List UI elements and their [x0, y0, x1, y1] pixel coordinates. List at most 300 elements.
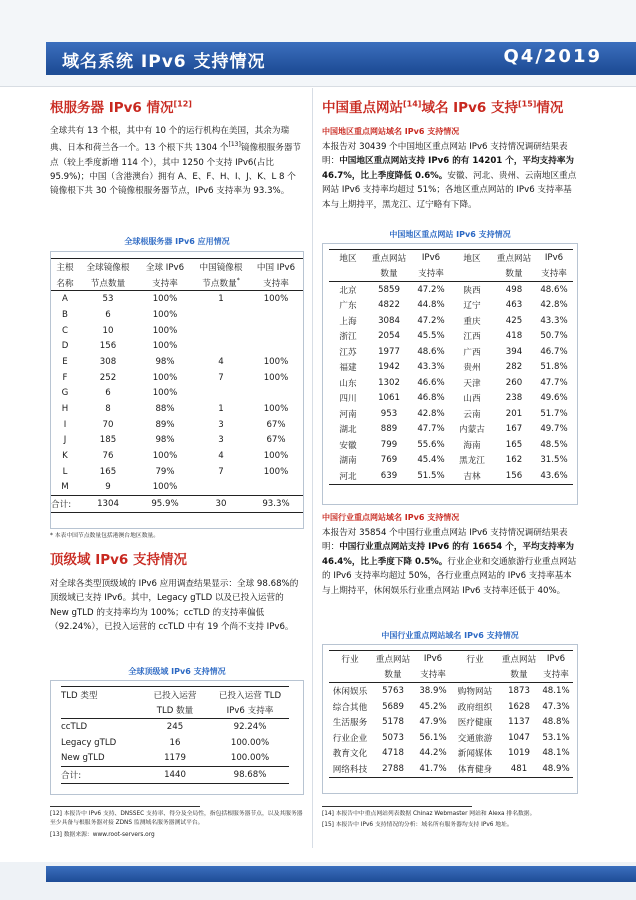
table-cell: 湖北 — [339, 425, 357, 436]
table-cell: 165 — [99, 466, 117, 477]
table-cell: 100% — [263, 294, 289, 305]
industry-table-box — [322, 644, 578, 794]
table-row — [329, 437, 573, 453]
table-cell: 42.8% — [417, 408, 445, 419]
quarter-label: Q4/2019 — [503, 46, 602, 67]
table-cell: 1873 — [508, 685, 530, 696]
header-cell: 数量 — [384, 670, 402, 681]
header-cell — [329, 667, 371, 683]
table-cell: 北京 — [339, 285, 357, 296]
table-cell: 江苏 — [339, 347, 357, 358]
table-cell: 889 — [380, 424, 398, 435]
table-row — [329, 344, 573, 360]
table-cell: 7 — [218, 372, 224, 383]
industry-table-caption: 中国行业重点网站域名 IPv6 支持情况 — [381, 631, 519, 640]
table-cell: 238 — [505, 393, 523, 404]
header-cell: 支持率 — [152, 278, 178, 289]
header-cell: TLD 数量 — [156, 706, 194, 717]
table-cell: 47.9% — [419, 717, 447, 728]
header-cell: 行业 — [466, 654, 484, 665]
header-cell: 支持率 — [263, 278, 289, 289]
region-table-box — [322, 243, 578, 505]
table-row — [61, 750, 289, 766]
table-row — [329, 730, 573, 746]
table-cell: 100% — [152, 294, 178, 305]
table-cell: 79% — [155, 466, 175, 477]
table-cell: M — [61, 482, 69, 493]
table-cell: 48.1% — [542, 685, 570, 696]
table-row — [51, 433, 303, 449]
table-cell: 100.00% — [230, 737, 270, 748]
table-cell: 49.7% — [540, 424, 568, 435]
region-table-caption: 中国地区重点网站 IPv6 支持情况 — [389, 230, 511, 239]
footnote: [14] 本报告中中重点网站列表数据 Chinaz Webmaster 网站和 Alexa 排名数据。 — [322, 811, 536, 817]
table-cell: 48.6% — [417, 346, 445, 357]
header-cell: IPv6 支持率 — [226, 706, 274, 717]
table-cell: C — [61, 325, 68, 336]
table-row — [51, 448, 303, 464]
table-cell: 245 — [166, 721, 184, 732]
region-table — [329, 249, 573, 485]
table-cell: 1628 — [508, 701, 530, 712]
table-cell: 2054 — [378, 331, 400, 342]
table-cell: 70 — [102, 419, 114, 430]
table-row — [329, 375, 573, 391]
table-cell: 1977 — [378, 346, 400, 357]
header-cell: 行业 — [341, 654, 359, 665]
table-cell: 48.1% — [542, 748, 570, 759]
table-cell: F — [62, 372, 68, 383]
table-cell: 418 — [505, 331, 523, 342]
header-cell: 数量 — [380, 269, 398, 280]
table-cell: 8 — [105, 404, 111, 415]
root-paragraph: 全球共有 13 个根，其中有 10 个的运行机构在美国，其余为瑞典、日本和荷兰各一个。13 个根下共 1304 个[13]镜像根服务器节点（较上季度新增 114 个），其中 1250 个支持 IPv6(占比 95.9%)；中国（含港澳台）拥有 A、E、F、H、I、J、K、L 8 个镜像根下共 30 个镜像根服务器节点，IPv6 支持率为 93.3%。 — [50, 126, 302, 197]
table-cell: 6 — [105, 388, 111, 399]
region-subtitle: 中国地区重点网站域名 IPv6 支持情况 — [322, 127, 460, 136]
table-cell: 4 — [218, 451, 224, 462]
table-cell: 交通旅游 — [457, 733, 493, 744]
header-cell: 名称 — [56, 278, 74, 289]
table-cell: 43.6% — [540, 470, 568, 481]
table-cell: 1 — [218, 294, 224, 305]
table-cell: 河南 — [339, 409, 357, 420]
table-cell: B — [62, 309, 68, 320]
header-cell: 节点数量* — [202, 276, 240, 289]
table-cell: 100% — [152, 341, 178, 352]
table-cell: New gTLD — [61, 753, 105, 764]
tld-paragraph: 对全球各类型顶级域的 IPv6 应用调查结果显示：全球 98.68%的顶级域已支持 IPv6。其中，Legacy gTLD 以及已投入运营的 New gTLD 的支持率均为 100%；ccTLD 的支持率偏低（92.24%），已投入运营的 ccTLD 中有 19 个尚不支持 IPv6。 — [50, 579, 299, 633]
table-cell: 16 — [169, 737, 181, 748]
table-cell: 广西 — [463, 347, 481, 358]
table-row — [51, 480, 303, 496]
table-cell: 47.3% — [542, 701, 570, 712]
table-cell: 6 — [105, 309, 111, 320]
table-cell: 48.9% — [542, 763, 570, 774]
table-cell: D — [61, 341, 69, 352]
table-header-row — [61, 703, 289, 719]
header-cell — [61, 703, 139, 719]
table-cell: 100% — [263, 466, 289, 477]
table-cell: 3084 — [378, 315, 400, 326]
table-cell: 安徽 — [339, 440, 357, 451]
table-header-row — [329, 250, 573, 266]
table-cell: 201 — [505, 408, 523, 419]
table-cell: 260 — [505, 377, 523, 388]
header-cell: 已投入运营 TLD — [218, 690, 282, 701]
table-cell: 167 — [505, 424, 523, 435]
table-cell: 医疗健康 — [457, 718, 493, 729]
table-cell: K — [62, 451, 68, 462]
header-cell: 中国镜像根 — [199, 262, 243, 273]
table-cell: 48.6% — [540, 284, 568, 295]
table-cell: 黑龙江 — [459, 456, 485, 467]
header-cell: IPv6 — [546, 653, 566, 664]
table-row — [51, 464, 303, 480]
footnote-rule — [50, 806, 200, 807]
table-cell: 9 — [105, 482, 111, 493]
footnote-rule — [322, 806, 472, 807]
table-cell: 46.8% — [417, 393, 445, 404]
table-cell — [249, 307, 303, 323]
table-row — [61, 735, 289, 751]
table-cell: 生活服务 — [332, 718, 368, 729]
table-cell: 购物网站 — [457, 686, 493, 697]
table-cell: 贵州 — [463, 363, 481, 374]
table-cell — [249, 338, 303, 354]
root-table — [51, 258, 303, 513]
header-cell: 地区 — [339, 253, 357, 264]
table-cell: 51.5% — [417, 470, 445, 481]
total-cell: 98.68% — [233, 769, 267, 780]
table-cell: 282 — [505, 362, 523, 373]
table-row — [51, 323, 303, 339]
table-row — [329, 699, 573, 715]
tld-table-caption: 全球顶级域 IPv6 支持情况 — [128, 667, 226, 676]
region-paragraph: 本报告对 30439 个中国地区重点网站 IPv6 支持情况调研结果表明：中国地区重点网站支持 IPv6 的有 14201 个，平均支持率为 46.7%，比上季度降低 0.6%。安徽、河北、贵州、云南地区重点网站 IPv6 支持率均超过 51%；各地区重点网站的 IPv6 支持率基本与上期持平，黑龙江、辽宁略有下降。 — [322, 142, 577, 210]
header-cell: 全球 IPv6 — [145, 262, 185, 273]
table-cell: 953 — [380, 408, 398, 419]
table-cell: 新闻媒体 — [457, 749, 493, 760]
table-cell: 海南 — [463, 440, 481, 451]
header-cell: 数量 — [510, 670, 528, 681]
table-cell — [193, 338, 249, 354]
table-cell: 394 — [505, 346, 523, 357]
table-cell: 98% — [155, 356, 175, 367]
table-cell: 44.2% — [419, 748, 447, 759]
table-cell: 1942 — [378, 362, 400, 373]
header-cell: IPv6 — [423, 653, 443, 664]
table-row — [329, 329, 573, 345]
table-cell: 4 — [218, 356, 224, 367]
table-cell — [193, 307, 249, 323]
table-cell: 教育文化 — [332, 749, 368, 760]
table-cell: 43.3% — [540, 315, 568, 326]
table-cell: 252 — [99, 372, 117, 383]
table-cell: 769 — [380, 455, 398, 466]
table-cell: 政府组织 — [457, 702, 493, 713]
table-cell: 吉林 — [463, 471, 481, 482]
table-cell: 5689 — [382, 701, 404, 712]
table-cell: 云南 — [463, 409, 481, 420]
table-cell: 162 — [505, 455, 523, 466]
header-cell: 节点数量 — [90, 278, 126, 289]
table-cell: I — [63, 419, 67, 430]
table-row — [61, 719, 289, 735]
table-cell: 308 — [99, 356, 117, 367]
table-cell — [193, 386, 249, 402]
header-cell: IPv6 — [544, 252, 564, 263]
table-cell: 43.3% — [417, 362, 445, 373]
table-row — [51, 291, 303, 307]
industry-paragraph: 本报告对 35854 个中国行业重点网站 IPv6 支持情况调研结果表明：中国行业重点网站支持 IPv6 的有 16654 个，平均支持率为 46.4%，比上季度下降 0.5%。行业企业和交通旅游行业重点网站的 IPv6 支持率均超过 50%，各行业重点网站的 IPv6 支持率基本与上期持平，休闲娱乐行业重点网站 IPv6 支持率还低于 40%。 — [322, 528, 577, 596]
table-cell: 100% — [152, 309, 178, 320]
table-cell: 100% — [152, 482, 178, 493]
table-cell: 陕西 — [463, 285, 481, 296]
industry-table — [329, 650, 573, 778]
table-cell: A — [62, 294, 68, 305]
table-row — [329, 313, 573, 329]
table-cell: 100% — [152, 372, 178, 383]
table-cell: 5073 — [382, 732, 404, 743]
table-cell: 1047 — [508, 732, 530, 743]
table-cell: 55.6% — [417, 439, 445, 450]
table-cell: 行业企业 — [332, 733, 368, 744]
header-cell — [451, 266, 493, 282]
table-cell: 88% — [155, 404, 175, 415]
table-row — [329, 391, 573, 407]
table-cell: 47.2% — [417, 315, 445, 326]
table-cell: 156 — [505, 470, 523, 481]
table-cell: Legacy gTLD — [61, 737, 117, 748]
table-row — [329, 714, 573, 730]
total-cell: 30 — [215, 499, 227, 510]
table-cell: E — [62, 356, 68, 367]
table-row — [329, 746, 573, 762]
footnote: [12] 本报告中 IPv6 支持、DNSSEC 支持率、得分及全局性，指包括根服务器节点，以及其服务器至少具备与根服务器对接 ZDNS 监测域名服务器测试平台。 — [50, 811, 303, 826]
footer-bar — [46, 866, 636, 882]
table-cell: 福建 — [339, 363, 357, 374]
table-cell: 1019 — [508, 748, 530, 759]
table-cell: 67% — [266, 419, 286, 430]
table-cell: 辽宁 — [463, 301, 481, 312]
table-cell: 100% — [152, 325, 178, 336]
table-cell: 山西 — [463, 394, 481, 405]
table-row — [51, 338, 303, 354]
industry-subtitle: 中国行业重点网站域名 IPv6 支持情况 — [322, 513, 460, 522]
table-cell: 100% — [263, 356, 289, 367]
table-header-row — [329, 667, 573, 683]
table-cell: 51.7% — [540, 408, 568, 419]
page-title: 域名系统 IPv6 支持情况 — [62, 52, 266, 72]
table-row — [329, 282, 573, 298]
table-row — [51, 386, 303, 402]
table-cell: 56.1% — [419, 732, 447, 743]
table-cell: 1 — [218, 404, 224, 415]
table-cell: 重庆 — [463, 316, 481, 327]
root-table-box — [50, 251, 304, 529]
table-cell: 463 — [505, 300, 523, 311]
table-cell: 46.6% — [417, 377, 445, 388]
root-table-caption: 全球根服务器 IPv6 应用情况 — [124, 237, 230, 246]
table-cell: 3 — [218, 419, 224, 430]
table-cell: G — [61, 388, 69, 399]
table-cell: 42.8% — [540, 300, 568, 311]
table-cell: 799 — [380, 439, 398, 450]
tld-table-box — [50, 680, 304, 795]
table-row — [329, 406, 573, 422]
table-cell: 481 — [510, 763, 528, 774]
table-cell: L — [62, 466, 68, 477]
table-cell: 1179 — [164, 753, 186, 764]
table-cell: 100% — [263, 372, 289, 383]
table-cell: 江西 — [463, 332, 481, 343]
table-cell: 53 — [102, 294, 114, 305]
header-cell: 重点网站 — [375, 654, 411, 665]
header-cell: 支持率 — [543, 670, 569, 681]
table-cell: 内蒙古 — [459, 425, 485, 436]
table-cell: 1061 — [378, 393, 400, 404]
table-cell: 639 — [380, 470, 398, 481]
column-divider — [312, 88, 313, 848]
table-cell: 3 — [218, 435, 224, 446]
table-row — [329, 683, 573, 699]
table-cell: 425 — [505, 315, 523, 326]
table-cell: 100.00% — [230, 753, 270, 764]
header-cell: IPv6 — [421, 252, 441, 263]
table-cell: 31.5% — [540, 455, 568, 466]
table-total-row — [51, 496, 303, 513]
footnote: [13] 数据来源：www.root-servers.org — [50, 832, 155, 838]
table-cell: 89% — [155, 419, 175, 430]
table-header-row — [329, 266, 573, 282]
total-cell: 95.9% — [151, 499, 179, 510]
table-cell: 浙江 — [339, 332, 357, 343]
table-cell: 天津 — [463, 378, 481, 389]
table-header-row — [329, 651, 573, 667]
table-cell: 41.7% — [419, 763, 447, 774]
table-cell: 47.2% — [417, 284, 445, 295]
table-cell: 1137 — [508, 717, 530, 728]
table-cell: 网络科技 — [332, 764, 368, 775]
table-row — [51, 307, 303, 323]
table-cell: 165 — [505, 439, 523, 450]
table-cell: 50.7% — [540, 331, 568, 342]
table-row — [329, 360, 573, 376]
table-cell: 38.9% — [419, 685, 447, 696]
table-cell: 48.8% — [542, 717, 570, 728]
header-cell: 全球镜像根 — [86, 262, 130, 273]
table-row — [329, 298, 573, 314]
header-cell — [451, 667, 499, 683]
header-cell: 支持率 — [420, 670, 446, 681]
table-row — [51, 370, 303, 386]
table-cell: 53.1% — [542, 732, 570, 743]
header-cell: 重点网站 — [501, 654, 537, 665]
header-cell: 支持率 — [541, 269, 567, 280]
table-row — [51, 401, 303, 417]
table-cell: 5859 — [378, 284, 400, 295]
table-row — [51, 354, 303, 370]
table-cell: 7 — [218, 466, 224, 477]
table-cell: 98% — [155, 435, 175, 446]
table-cell: 综合其他 — [332, 702, 368, 713]
table-row — [329, 453, 573, 469]
table-cell: 498 — [505, 284, 523, 295]
tld-section-title: 顶级域 IPv6 支持情况 — [50, 552, 188, 568]
table-cell: 1302 — [378, 377, 400, 388]
table-header-row — [51, 275, 303, 291]
table-cell: 100% — [263, 451, 289, 462]
table-cell: 河北 — [339, 471, 357, 482]
table-cell: 100% — [152, 451, 178, 462]
header-cell: 主根 — [56, 262, 74, 273]
table-total-row — [61, 766, 289, 783]
table-cell: ccTLD — [61, 721, 88, 732]
table-cell: 2788 — [382, 763, 404, 774]
table-row — [329, 761, 573, 777]
table-cell: 山东 — [339, 378, 357, 389]
total-cell: 1440 — [164, 769, 186, 780]
table-cell: 45.5% — [417, 331, 445, 342]
table-cell: 49.6% — [540, 393, 568, 404]
table-cell: 46.7% — [540, 346, 568, 357]
table-cell: 76 — [102, 451, 114, 462]
table-cell: 100% — [263, 404, 289, 415]
table-cell: 5178 — [382, 717, 404, 728]
table-cell: 45.2% — [419, 701, 447, 712]
table-cell: 四川 — [339, 394, 357, 405]
table-row — [51, 417, 303, 433]
header-cell: 重点网站 — [496, 253, 532, 264]
table-cell: 湖南 — [339, 456, 357, 467]
table-cell: 上海 — [339, 316, 357, 327]
table-cell: 4718 — [382, 748, 404, 759]
table-cell: 广东 — [339, 301, 357, 312]
table-cell: 185 — [99, 435, 117, 446]
table-cell: 47.7% — [540, 377, 568, 388]
table-cell — [193, 323, 249, 339]
table-cell: J — [63, 435, 67, 446]
table-cell: 92.24% — [233, 721, 267, 732]
header-cell: 支持率 — [418, 269, 444, 280]
table-cell: H — [61, 404, 69, 415]
table-header-row — [61, 687, 289, 703]
total-cell: 93.3% — [262, 499, 290, 510]
table-cell: 51.8% — [540, 362, 568, 373]
table-row — [329, 468, 573, 484]
table-cell: 5763 — [382, 685, 404, 696]
china-section-title: 中国重点网站[14]域名 IPv6 支持[15]情况 — [322, 99, 564, 116]
header-cell: TLD 类型 — [61, 690, 98, 701]
table-cell: 48.5% — [540, 439, 568, 450]
header-cell: 重点网站 — [371, 253, 407, 264]
header-cell: 数量 — [505, 269, 523, 280]
table-cell: 156 — [99, 341, 117, 352]
table-cell — [193, 480, 249, 496]
table-header-row — [51, 259, 303, 275]
table-cell: 67% — [266, 435, 286, 446]
table-cell — [249, 386, 303, 402]
table-cell: 休闲娱乐 — [332, 686, 368, 697]
table-cell: 4822 — [378, 300, 400, 311]
total-cell: 合计: — [51, 500, 72, 511]
root-section-title: 根服务器 IPv6 情况[12] — [50, 99, 192, 116]
table-row — [329, 422, 573, 438]
header-cell: 已投入运营 — [153, 690, 197, 701]
table-cell: 10 — [102, 325, 114, 336]
header-cell — [329, 266, 367, 282]
total-cell: 合计: — [61, 770, 82, 781]
